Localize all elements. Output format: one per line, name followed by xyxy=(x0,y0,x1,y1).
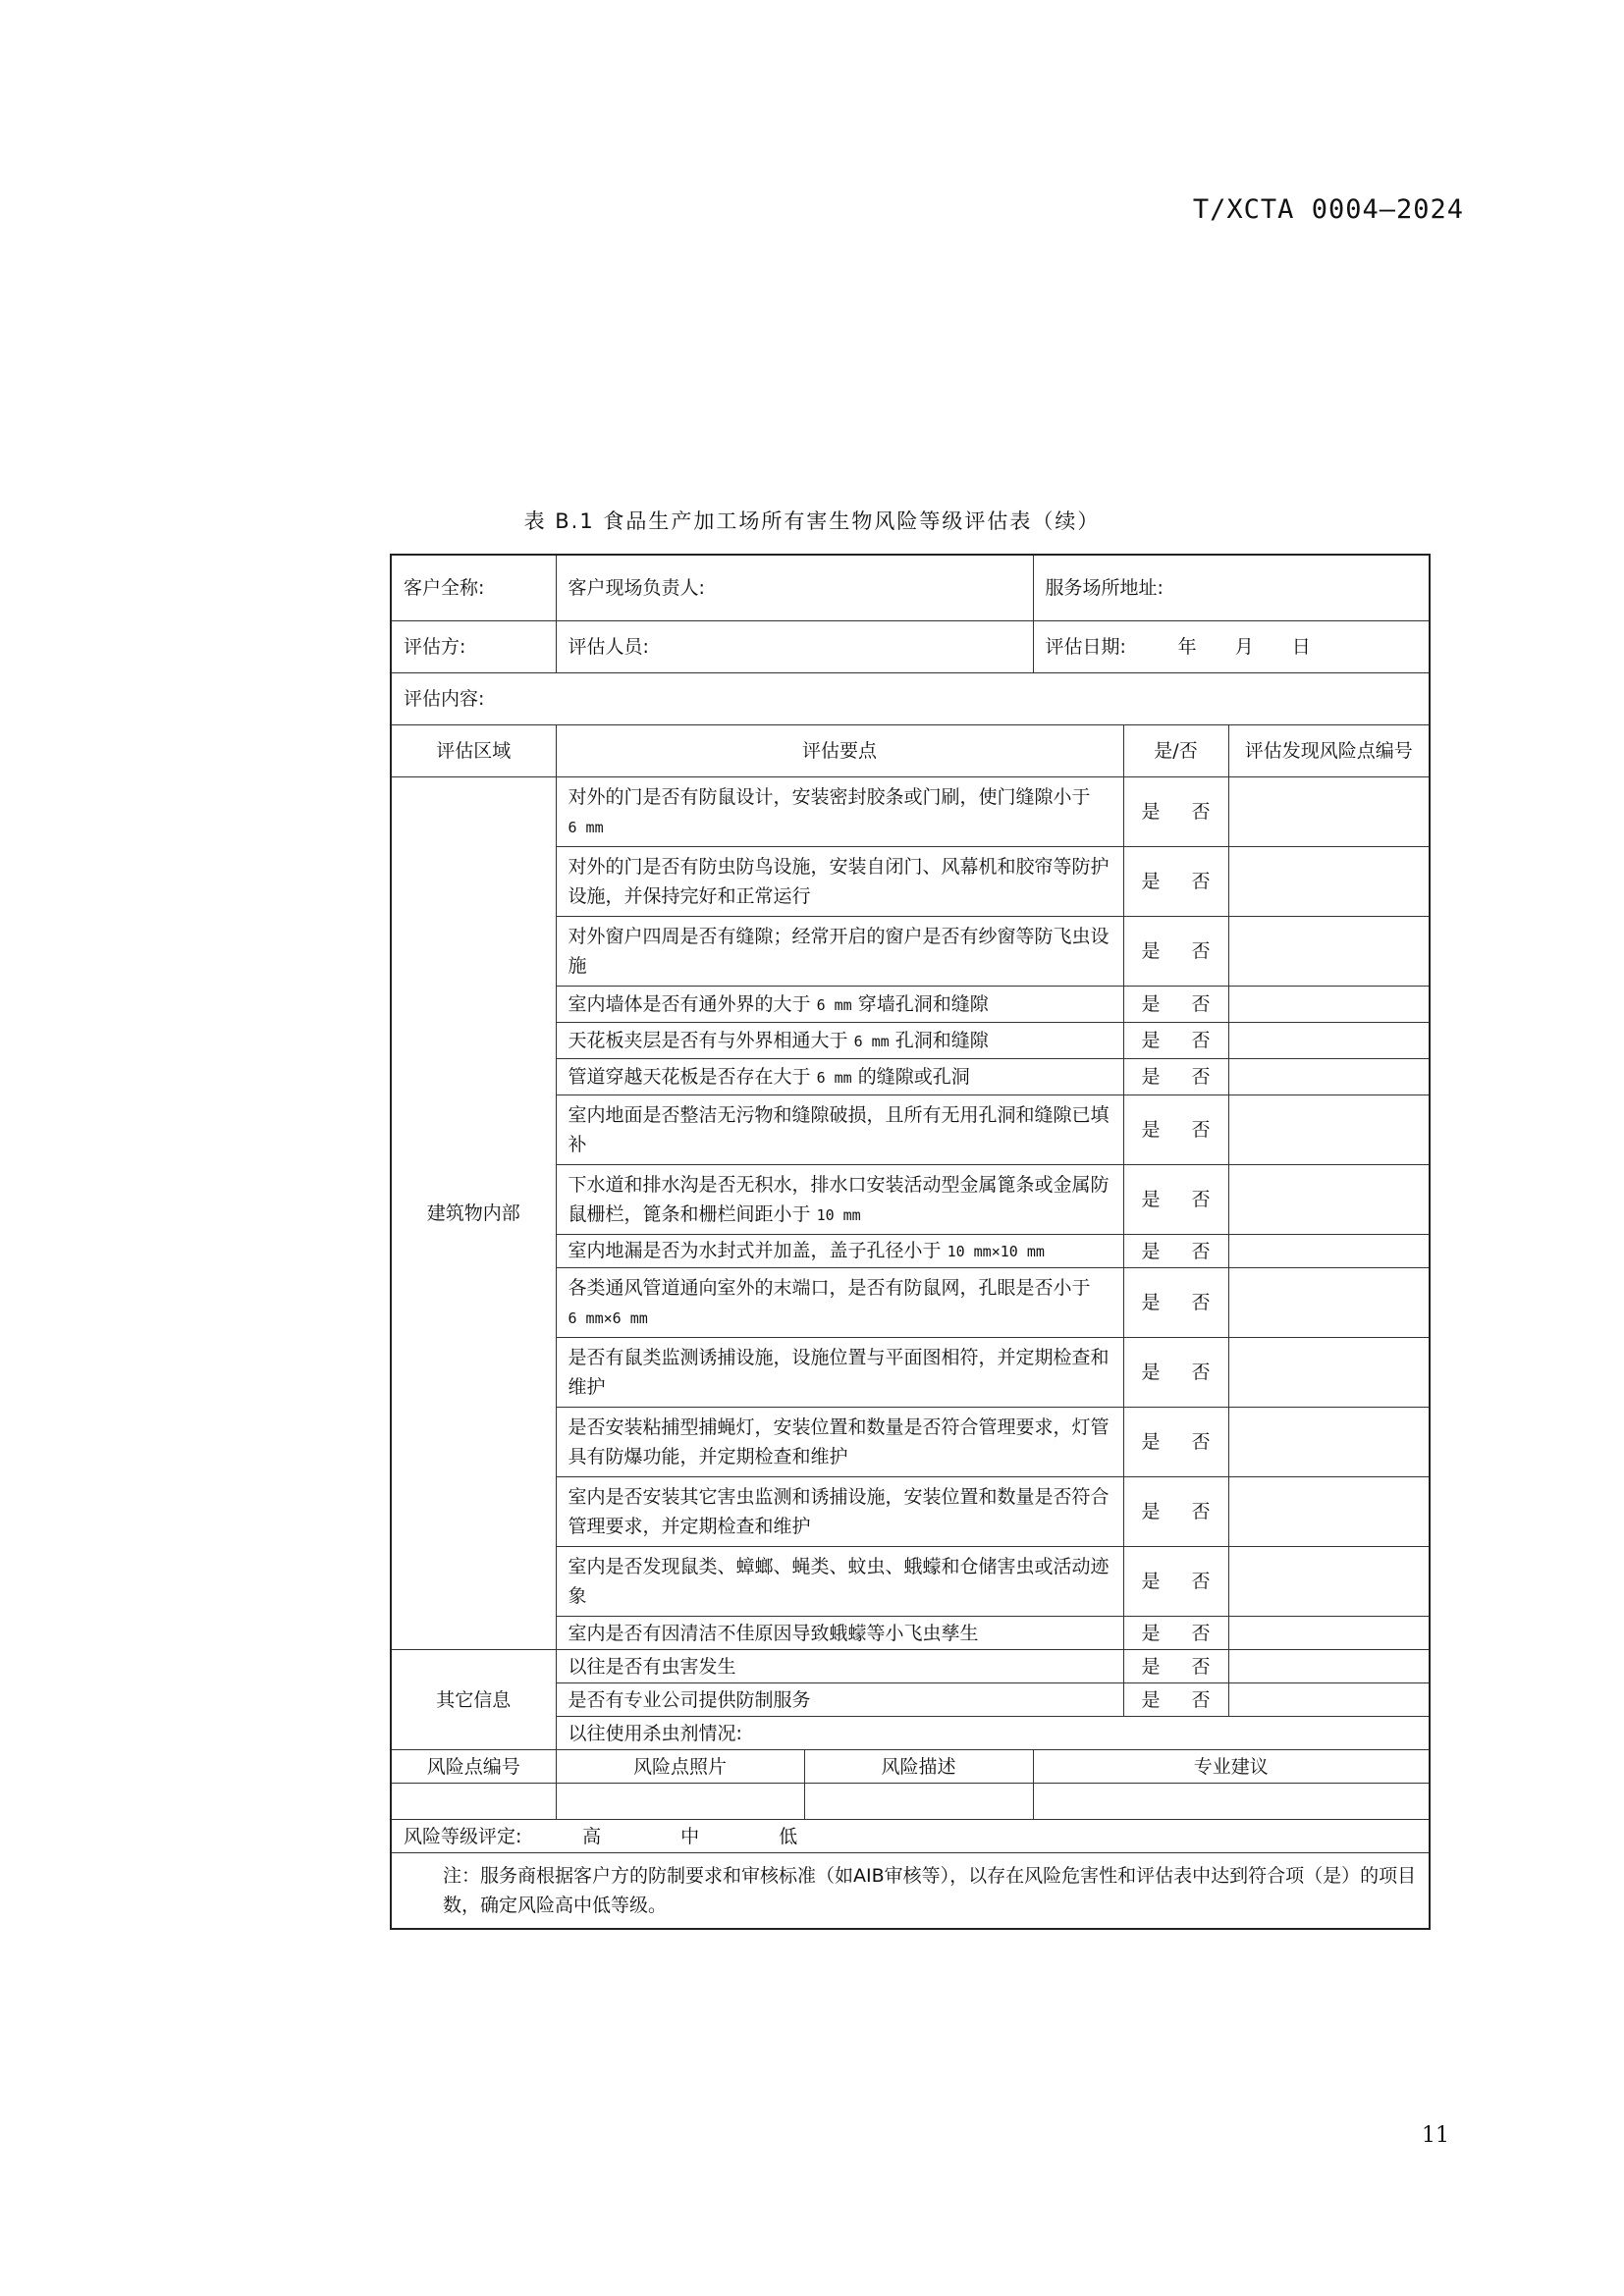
note-text: 注：服务商根据客户方的防制要求和审核标准（如AIB审核等），以存在风险危害性和评估表中达到符合项（是）的项目数，确定风险高中低等级。 xyxy=(391,1853,1430,1930)
risk-entry-row xyxy=(391,1784,1430,1820)
yes-no-option: 是 否 xyxy=(1123,1095,1228,1165)
building-item-text: 室内墙体是否有通外界的大于 6 mm 穿墙孔洞和缝隙 xyxy=(556,987,1123,1023)
risk-code-cell xyxy=(1228,1235,1430,1268)
yes-no-option: 是 否 xyxy=(1123,1059,1228,1095)
building-item-text: 下水道和排水沟是否无积水，排水口安装活动型金属篦条或金属防鼠栅栏，篦条和栅栏间距小于 10 mm xyxy=(556,1165,1123,1235)
risk-code-cell xyxy=(1228,1683,1430,1717)
building-item-text: 室内是否发现鼠类、蟑螂、蝇类、蚊虫、蛾蠓和仓储害虫或活动迹象 xyxy=(556,1547,1123,1617)
risk-code-cell xyxy=(1228,1165,1430,1235)
building-item-text: 管道穿越天花板是否存在大于 6 mm 的缝隙或孔洞 xyxy=(556,1059,1123,1095)
table-title: 表 B.1 食品生产加工场所有害生物风险等级评估表（续） xyxy=(523,509,1101,533)
yes-no-option: 是 否 xyxy=(1123,1338,1228,1408)
risk-level-cell xyxy=(391,1820,1430,1853)
other-info-area-label: 其它信息 xyxy=(391,1650,556,1750)
other-info-text: 以往是否有虫害发生 xyxy=(556,1650,1123,1683)
yes-no-option: 是 否 xyxy=(1123,1547,1228,1617)
date-year: 年 xyxy=(1177,636,1197,658)
yes-no-option: 是 否 xyxy=(1123,1650,1228,1683)
info-row-client xyxy=(391,555,1430,621)
other-info-text: 以往使用杀虫剂情况: xyxy=(556,1717,1430,1750)
risk-code-cell xyxy=(1228,1408,1430,1477)
building-item-text: 室内地漏是否为水封式并加盖，盖子孔径小于 10 mm×10 mm xyxy=(556,1235,1123,1268)
risk-level-low: 低 xyxy=(779,1825,798,1847)
yes-no-option: 是 否 xyxy=(1123,1235,1228,1268)
col-points-header: 评估要点 xyxy=(556,725,1123,777)
yes-no-option: 是 否 xyxy=(1123,1408,1228,1477)
yes-no-option: 是 否 xyxy=(1123,847,1228,917)
risk-code-cell xyxy=(1228,1023,1430,1059)
yes-no-option: 是 否 xyxy=(1123,777,1228,847)
risk-code-cell xyxy=(1228,1650,1430,1683)
building-item-text: 对外的门是否有防虫防鸟设施，安装自闭门、风幕机和胶帘等防护设施，并保持完好和正常运行 xyxy=(556,847,1123,917)
assess-content-cell: 评估内容: xyxy=(391,673,1430,725)
yes-no-option: 是 否 xyxy=(1123,1683,1228,1717)
risk-description-header: 风险描述 xyxy=(804,1750,1033,1784)
assess-date-label: 评估日期: xyxy=(1045,636,1126,658)
building-item-text: 室内地面是否整洁无污物和缝隙破损，且所有无用孔洞和缝隙已填补 xyxy=(556,1095,1123,1165)
yes-no-option: 是 否 xyxy=(1123,987,1228,1023)
date-month: 月 xyxy=(1234,636,1254,658)
building-item-text: 对外的门是否有防鼠设计，安装密封胶条或门刷，使门缝隙小于 6 mm xyxy=(556,777,1123,847)
building-item-text: 室内是否有因清洁不佳原因导致蛾蠓等小飞虫孳生 xyxy=(556,1617,1123,1650)
risk-advice-header: 专业建议 xyxy=(1033,1750,1430,1784)
page-number: 11 xyxy=(1422,2123,1449,2148)
risk-header-row xyxy=(391,1750,1430,1784)
yes-no-option: 是 否 xyxy=(1123,1477,1228,1547)
risk-level-medium: 中 xyxy=(680,1825,700,1847)
date-day: 日 xyxy=(1291,636,1311,658)
risk-advice-input-cell xyxy=(1033,1784,1430,1820)
yes-no-option: 是 否 xyxy=(1123,1023,1228,1059)
yes-no-option: 是 否 xyxy=(1123,917,1228,987)
info-row-assessor xyxy=(391,621,1430,673)
risk-code-cell xyxy=(1228,1268,1430,1338)
risk-code-input-cell xyxy=(391,1784,556,1820)
assessor-staff-cell: 评估人员: xyxy=(556,621,1033,673)
note-row xyxy=(391,1853,1430,1930)
building-item-text: 是否有鼠类监测诱捕设施，设施位置与平面图相符，并定期检查和维护 xyxy=(556,1338,1123,1408)
yes-no-option: 是 否 xyxy=(1123,1617,1228,1650)
standard-code: T/XCTA 0004—2024 xyxy=(1192,194,1464,225)
risk-code-cell xyxy=(1228,1477,1430,1547)
risk-code-cell xyxy=(1228,917,1430,987)
column-header-row xyxy=(391,725,1430,777)
risk-code-cell xyxy=(1228,987,1430,1023)
risk-level-high: 高 xyxy=(582,1825,602,1847)
risk-code-cell xyxy=(1228,1059,1430,1095)
yes-no-option: 是 否 xyxy=(1123,1268,1228,1338)
col-area-header: 评估区域 xyxy=(391,725,556,777)
building-item-text: 对外窗户四周是否有缝隙；经常开启的窗户是否有纱窗等防飞虫设施 xyxy=(556,917,1123,987)
building-item-row xyxy=(391,777,1430,847)
yes-no-option: 是 否 xyxy=(1123,1165,1228,1235)
risk-code-cell xyxy=(1228,1338,1430,1408)
risk-code-cell xyxy=(1228,1547,1430,1617)
building-item-text: 室内是否安装其它害虫监测和诱捕设施，安装位置和数量是否符合管理要求，并定期检查和维护 xyxy=(556,1477,1123,1547)
service-address-cell: 服务场所地址: xyxy=(1033,555,1430,621)
risk-photo-input-cell xyxy=(556,1784,804,1820)
other-info-text: 是否有专业公司提供防制服务 xyxy=(556,1683,1123,1717)
risk-code-cell xyxy=(1228,1617,1430,1650)
building-item-text: 是否安装粘捕型捕蝇灯，安装位置和数量是否符合管理要求，灯管具有防爆功能，并定期检查和维护 xyxy=(556,1408,1123,1477)
building-item-text: 各类通风管道通向室外的末端口，是否有防鼠网，孔眼是否小于 6 mm×6 mm xyxy=(556,1268,1123,1338)
risk-photo-header: 风险点照片 xyxy=(556,1750,804,1784)
col-risk-code-header: 评估发现风险点编号 xyxy=(1228,725,1430,777)
client-person-cell: 客户现场负责人: xyxy=(556,555,1033,621)
risk-code-cell xyxy=(1228,847,1430,917)
col-yes-no-header: 是/否 xyxy=(1123,725,1228,777)
info-row-content xyxy=(391,673,1430,725)
risk-code-cell xyxy=(1228,777,1430,847)
risk-level-label: 风险等级评定: xyxy=(404,1825,522,1847)
risk-description-input-cell xyxy=(804,1784,1033,1820)
assess-date-cell xyxy=(1033,621,1430,673)
assessor-cell: 评估方: xyxy=(391,621,556,673)
risk-level-row xyxy=(391,1820,1430,1853)
risk-assessment-table xyxy=(390,554,1431,1930)
risk-code-cell xyxy=(1228,1095,1430,1165)
building-item-text: 天花板夹层是否有与外界相通大于 6 mm 孔洞和缝隙 xyxy=(556,1023,1123,1059)
client-name-cell: 客户全称: xyxy=(391,555,556,621)
building-area-label: 建筑物内部 xyxy=(391,777,556,1650)
other-info-row xyxy=(391,1650,1430,1683)
risk-code-header: 风险点编号 xyxy=(391,1750,556,1784)
